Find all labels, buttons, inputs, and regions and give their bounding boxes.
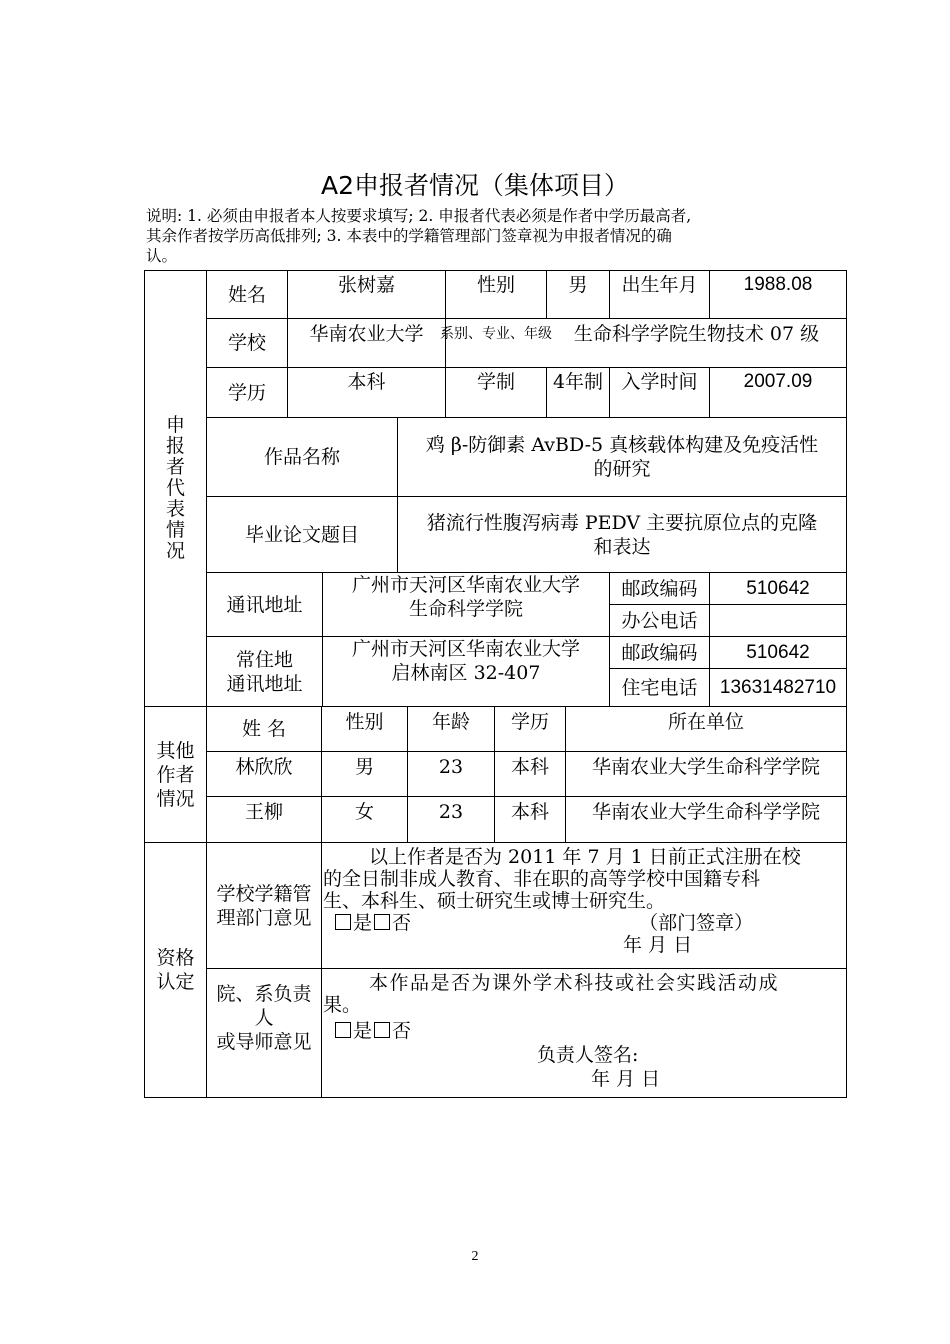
advisor-no-checkbox[interactable] <box>374 1022 390 1038</box>
birth-label: 出生年月 <box>621 274 698 296</box>
addr-label: 通讯地址 <box>226 593 303 616</box>
school-registry-opinion: 以上作者是否为 2011 年 7 月 1 日前正式注册在校 的全日制非成人教育、非在职的高等学校中国籍专科 生、本科生、硕士研究生或博士研究生。 是 否 （部门签章） 年 月 日 <box>323 846 845 956</box>
others-header-unit: 所在单位 <box>667 711 744 733</box>
rep-birth: 1988.08 <box>743 274 813 295</box>
mailing-address: 广州市天河区华南农业大学 生命科学学院 <box>351 574 580 620</box>
rep-school: 华南农业大学 <box>309 323 424 345</box>
other-author-1-age: 23 <box>438 756 464 778</box>
advisor-date: 年 月 日 <box>591 1068 661 1090</box>
other-author-2-name: 王柳 <box>244 801 283 823</box>
office-phone-label: 办公电话 <box>621 609 698 632</box>
school-registry-label: 学校学籍管 理部门意见 <box>216 882 312 929</box>
home-phone-label: 住宅电话 <box>621 676 698 699</box>
thesis-title: 猪流行性腹泻病毒 PEDV 主要抗原位点的克隆 和表达 <box>426 511 818 558</box>
school-label: 学校 <box>227 332 266 354</box>
home-zip: 510642 <box>746 641 810 663</box>
work-label: 作品名称 <box>263 446 340 468</box>
school-yes-checkbox[interactable] <box>335 914 351 930</box>
dept-label: 系别、专业、年级 <box>440 326 552 342</box>
other-author-1-gender: 男 <box>354 756 374 778</box>
rep-edu: 本科 <box>347 371 386 393</box>
home-address: 广州市天河区华南农业大学 启林南区 32-407 <box>351 638 580 684</box>
instructions-note <box>146 206 846 266</box>
school-no-checkbox[interactable] <box>374 914 390 930</box>
page-title: A2申报者情况（集体项目） <box>320 171 629 200</box>
applicant-form <box>144 270 847 1098</box>
school-date: 年 月 日 <box>623 934 693 956</box>
other-author-2-gender: 女 <box>354 801 374 823</box>
thesis-label: 毕业论文题目 <box>244 523 359 546</box>
length-label: 学制 <box>476 371 515 393</box>
enroll-label: 入学时间 <box>621 371 698 393</box>
other-author-1-name: 林欣欣 <box>235 756 293 778</box>
department-stamp: （部门签章） <box>639 912 754 934</box>
others-header-name: 姓 名 <box>241 718 287 740</box>
home-zip-label: 邮政编码 <box>621 641 698 664</box>
rep-gender: 男 <box>568 274 588 296</box>
other-author-1-unit: 华南农业大学生命科学学院 <box>591 756 820 778</box>
qual-section-label: 资格 认定 <box>156 947 195 993</box>
note-line-2: 其余作者按学历高低排列; 3. 本表中的学籍管理部门签章视为申报者情况的确 <box>146 227 672 245</box>
other-author-2-edu: 本科 <box>510 801 549 823</box>
rep-section-label: 申 报 者 代 表 情 况 <box>165 414 185 562</box>
note-line-3: 认。 <box>146 247 178 265</box>
work-title: 鸡 β-防御素 AvBD-5 真核载体构建及免疫活性 的研究 <box>425 434 819 480</box>
others-header-gender: 性别 <box>345 711 384 733</box>
rep-dept: 生命科学学院生物技术 07 级 <box>573 323 820 345</box>
others-header-age: 年龄 <box>431 711 470 733</box>
office-phone <box>710 605 846 636</box>
other-author-2-unit: 华南农业大学生命科学学院 <box>591 801 820 823</box>
responsible-signature: 负责人签名: <box>537 1044 639 1066</box>
other-author-2-age: 23 <box>438 801 464 823</box>
others-header-edu: 学历 <box>510 711 549 733</box>
home-phone: 13631482710 <box>719 676 837 698</box>
zip: 510642 <box>746 577 810 599</box>
advisor-label: 院、系负责 人 或导师意见 <box>216 983 312 1053</box>
rep-length: 4年制 <box>552 371 604 393</box>
school-no-label: 否 <box>392 912 412 934</box>
advisor-yes-label: 是 <box>353 1020 373 1042</box>
advisor-no-label: 否 <box>392 1020 412 1042</box>
note-line-1: 说明: 1. 必须由申报者本人按要求填写; 2. 申报者代表必须是作者中学历最高者, <box>146 207 692 225</box>
advisor-opinion: 本作品是否为课外学术科技或社会实践活动成 果。 是 否 负责人签名: 年 月 日 <box>323 972 845 1090</box>
page-number: 2 <box>471 1249 479 1264</box>
edu-label: 学历 <box>227 381 266 404</box>
rep-enroll: 2007.09 <box>743 371 813 392</box>
rep-name: 张树嘉 <box>337 274 395 296</box>
name-label: 姓名 <box>227 283 266 306</box>
gender-label: 性别 <box>476 274 515 296</box>
home-addr-label: 常住地 通讯地址 <box>226 648 303 695</box>
advisor-yes-checkbox[interactable] <box>335 1022 351 1038</box>
zip-label: 邮政编码 <box>621 577 698 600</box>
other-author-1-edu: 本科 <box>510 756 549 778</box>
others-section-label: 其他 作者 情况 <box>156 739 195 810</box>
school-yes-label: 是 <box>353 912 373 934</box>
